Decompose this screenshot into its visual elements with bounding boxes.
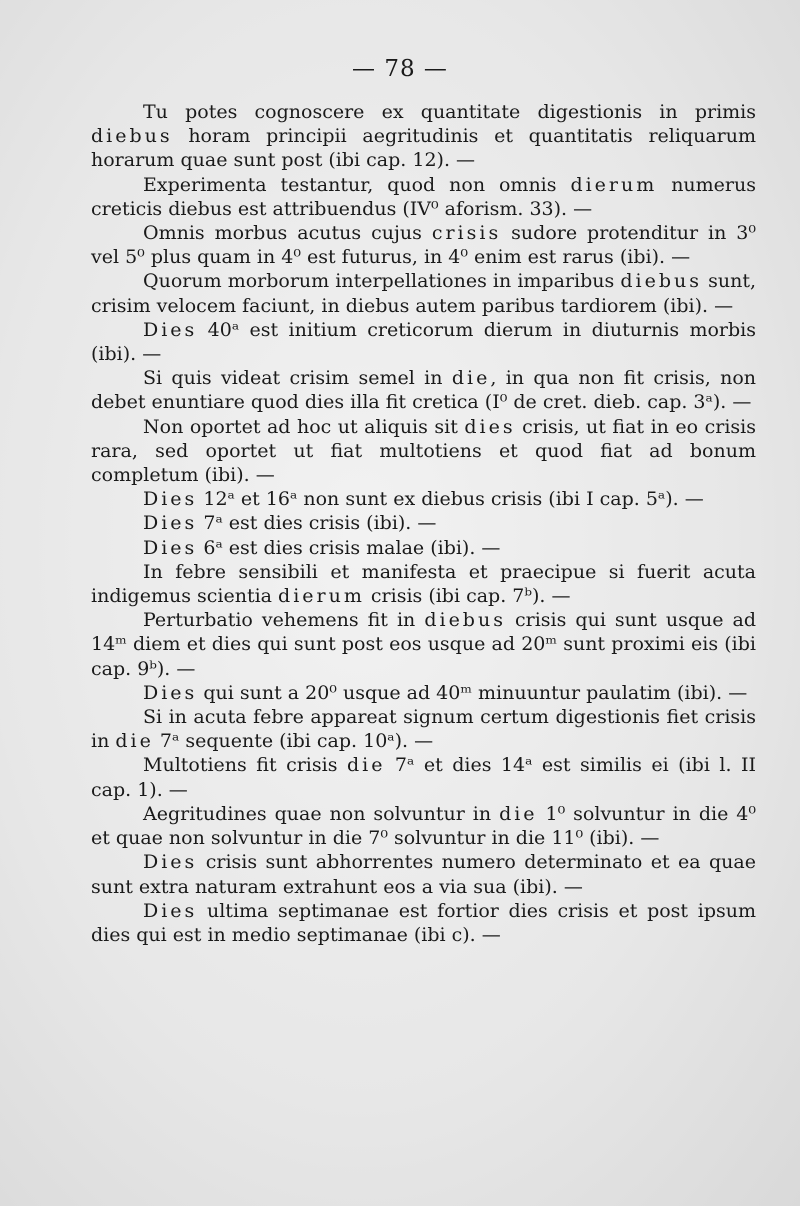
spaced-emphasis: Dies (143, 512, 198, 535)
paragraph (91, 705, 756, 753)
spaced-emphasis: diebus (91, 125, 173, 148)
page-number: — 78 — (352, 56, 448, 82)
paragraph (91, 850, 756, 898)
text-run: Quorum morborum interpellationes in imparibus (143, 270, 621, 293)
spaced-emphasis: Dies (143, 536, 198, 559)
paragraph (91, 560, 756, 608)
text-run: Omnis morbus acutus cujus (143, 222, 432, 245)
paragraph (91, 269, 756, 317)
text-run: 12ᵃ et 16ᵃ non sunt ex diebus crisis (ibi I cap. 5ᵃ). — (197, 488, 704, 511)
paragraph (91, 221, 756, 269)
text-run: 40ᵃ est initium creticorum dierum in diuturnis morbis (ibi). — (91, 318, 756, 366)
spaced-emphasis: dierum (570, 173, 658, 196)
spaced-emphasis: die (346, 754, 386, 777)
paragraph (91, 681, 756, 705)
paragraph (91, 318, 756, 366)
spaced-emphasis: crisis (431, 222, 502, 245)
text-run: horam principii aegritudinis et quantitatis reliquarum horarum quae sunt post (ibi cap. 12). — (91, 125, 756, 172)
text-run: crisis qui sunt usque ad 14ᵐ diem et dies qui sunt post eos usque ad 20ᵐ sunt proximi eis (ibi cap. 9ᵇ). — (91, 609, 756, 680)
text-run: 7ᵃ est dies crisis (ibi). — (197, 512, 437, 535)
paragraph (91, 802, 756, 850)
text-run: Perturbatio vehemens fit in (143, 609, 425, 632)
text-run: crisis (ibi cap. 7ᵇ). — (364, 585, 571, 608)
spaced-emphasis: diebus (424, 609, 506, 632)
text-run: 6ᵃ est dies crisis malae (ibi). — (197, 536, 501, 559)
text-run: Si quis videat crisim semel in (143, 367, 452, 390)
text-run: Tu potes cognoscere ex quantitate digestionis in primis (143, 101, 756, 123)
text-run: qui sunt a 20⁰ usque ad 40ᵐ minuuntur paulatim (ibi). — (197, 681, 748, 704)
spaced-emphasis: Dies (143, 681, 198, 704)
text-run: sunt, crisim velocem faciunt, in diebus autem paribus tardiorem (ibi). — (91, 270, 756, 317)
spaced-emphasis: Dies (143, 318, 198, 341)
spaced-emphasis: die (115, 730, 154, 753)
text-run: Si in acuta febre appareat signum certum digestionis fiet crisis in (91, 706, 756, 753)
text-run: , in qua non fit crisis, non debet enuntiare quod dies illa fit cretica (I⁰ de cret. dieb. cap. 3ᵃ). — (91, 367, 757, 414)
paragraph (91, 487, 756, 511)
paragraph (91, 415, 756, 488)
paragraph (91, 100, 756, 173)
spaced-emphasis: diebus (620, 270, 702, 293)
spaced-emphasis: dies (464, 415, 516, 438)
body-text (91, 100, 756, 947)
text-run: 7ᵃ sequente (ibi cap. 10ᵃ). — (153, 730, 434, 753)
spaced-emphasis: die (451, 367, 491, 390)
text-run: Experimenta testantur, quod non omnis (143, 173, 571, 196)
text-run: In febre sensibili et manifesta et praecipue si fuerit acuta indigemus scientia (91, 560, 756, 608)
paragraph (91, 366, 756, 414)
paragraph (91, 536, 756, 560)
spaced-emphasis: Dies (143, 899, 198, 922)
text-run: Aegritudines quae non solvuntur in (143, 802, 500, 825)
spaced-emphasis: Dies (143, 851, 198, 874)
text-run: numerus creticis diebus est attribuendus (IV⁰ aforism. 33). — (91, 173, 756, 220)
text-run: ultima septimanae est fortior dies crisis et post ipsum dies qui est in medio septimanae (ibi c). — (91, 899, 756, 946)
text-run: 1⁰ solvuntur in die 4⁰ et quae non solvuntur in die 7⁰ solvuntur in die 11⁰ (ibi). — (91, 802, 756, 850)
text-run: Multotiens fit crisis (143, 754, 347, 777)
paragraph (91, 173, 756, 221)
text-run: crisis, ut fiat in eo crisis rara, sed oportet ut fiat multotiens et quod fiat ad bonum completum (ibi). — (91, 415, 756, 487)
text-run: crisis sunt abhorrentes numero determinato et ea quae sunt extra naturam extrahunt eos a via sua (ibi). — (91, 851, 756, 898)
text-run: sudore protenditur in 3⁰ vel 5⁰ plus quam in 4⁰ est futurus, in 4⁰ enim est rarus (ibi). — (91, 222, 757, 269)
text-run: Non oportet ad hoc ut aliquis sit (143, 415, 465, 438)
text-run: 7ᵃ et dies 14ᵃ est similis ei (ibi l. II cap. 1). — (91, 754, 757, 801)
paragraph (91, 899, 756, 947)
paragraph (91, 608, 756, 681)
spaced-emphasis: die (499, 802, 538, 825)
spaced-emphasis: Dies (143, 488, 198, 511)
paragraph (91, 511, 756, 535)
paragraph (91, 753, 756, 801)
spaced-emphasis: dierum (278, 585, 365, 608)
